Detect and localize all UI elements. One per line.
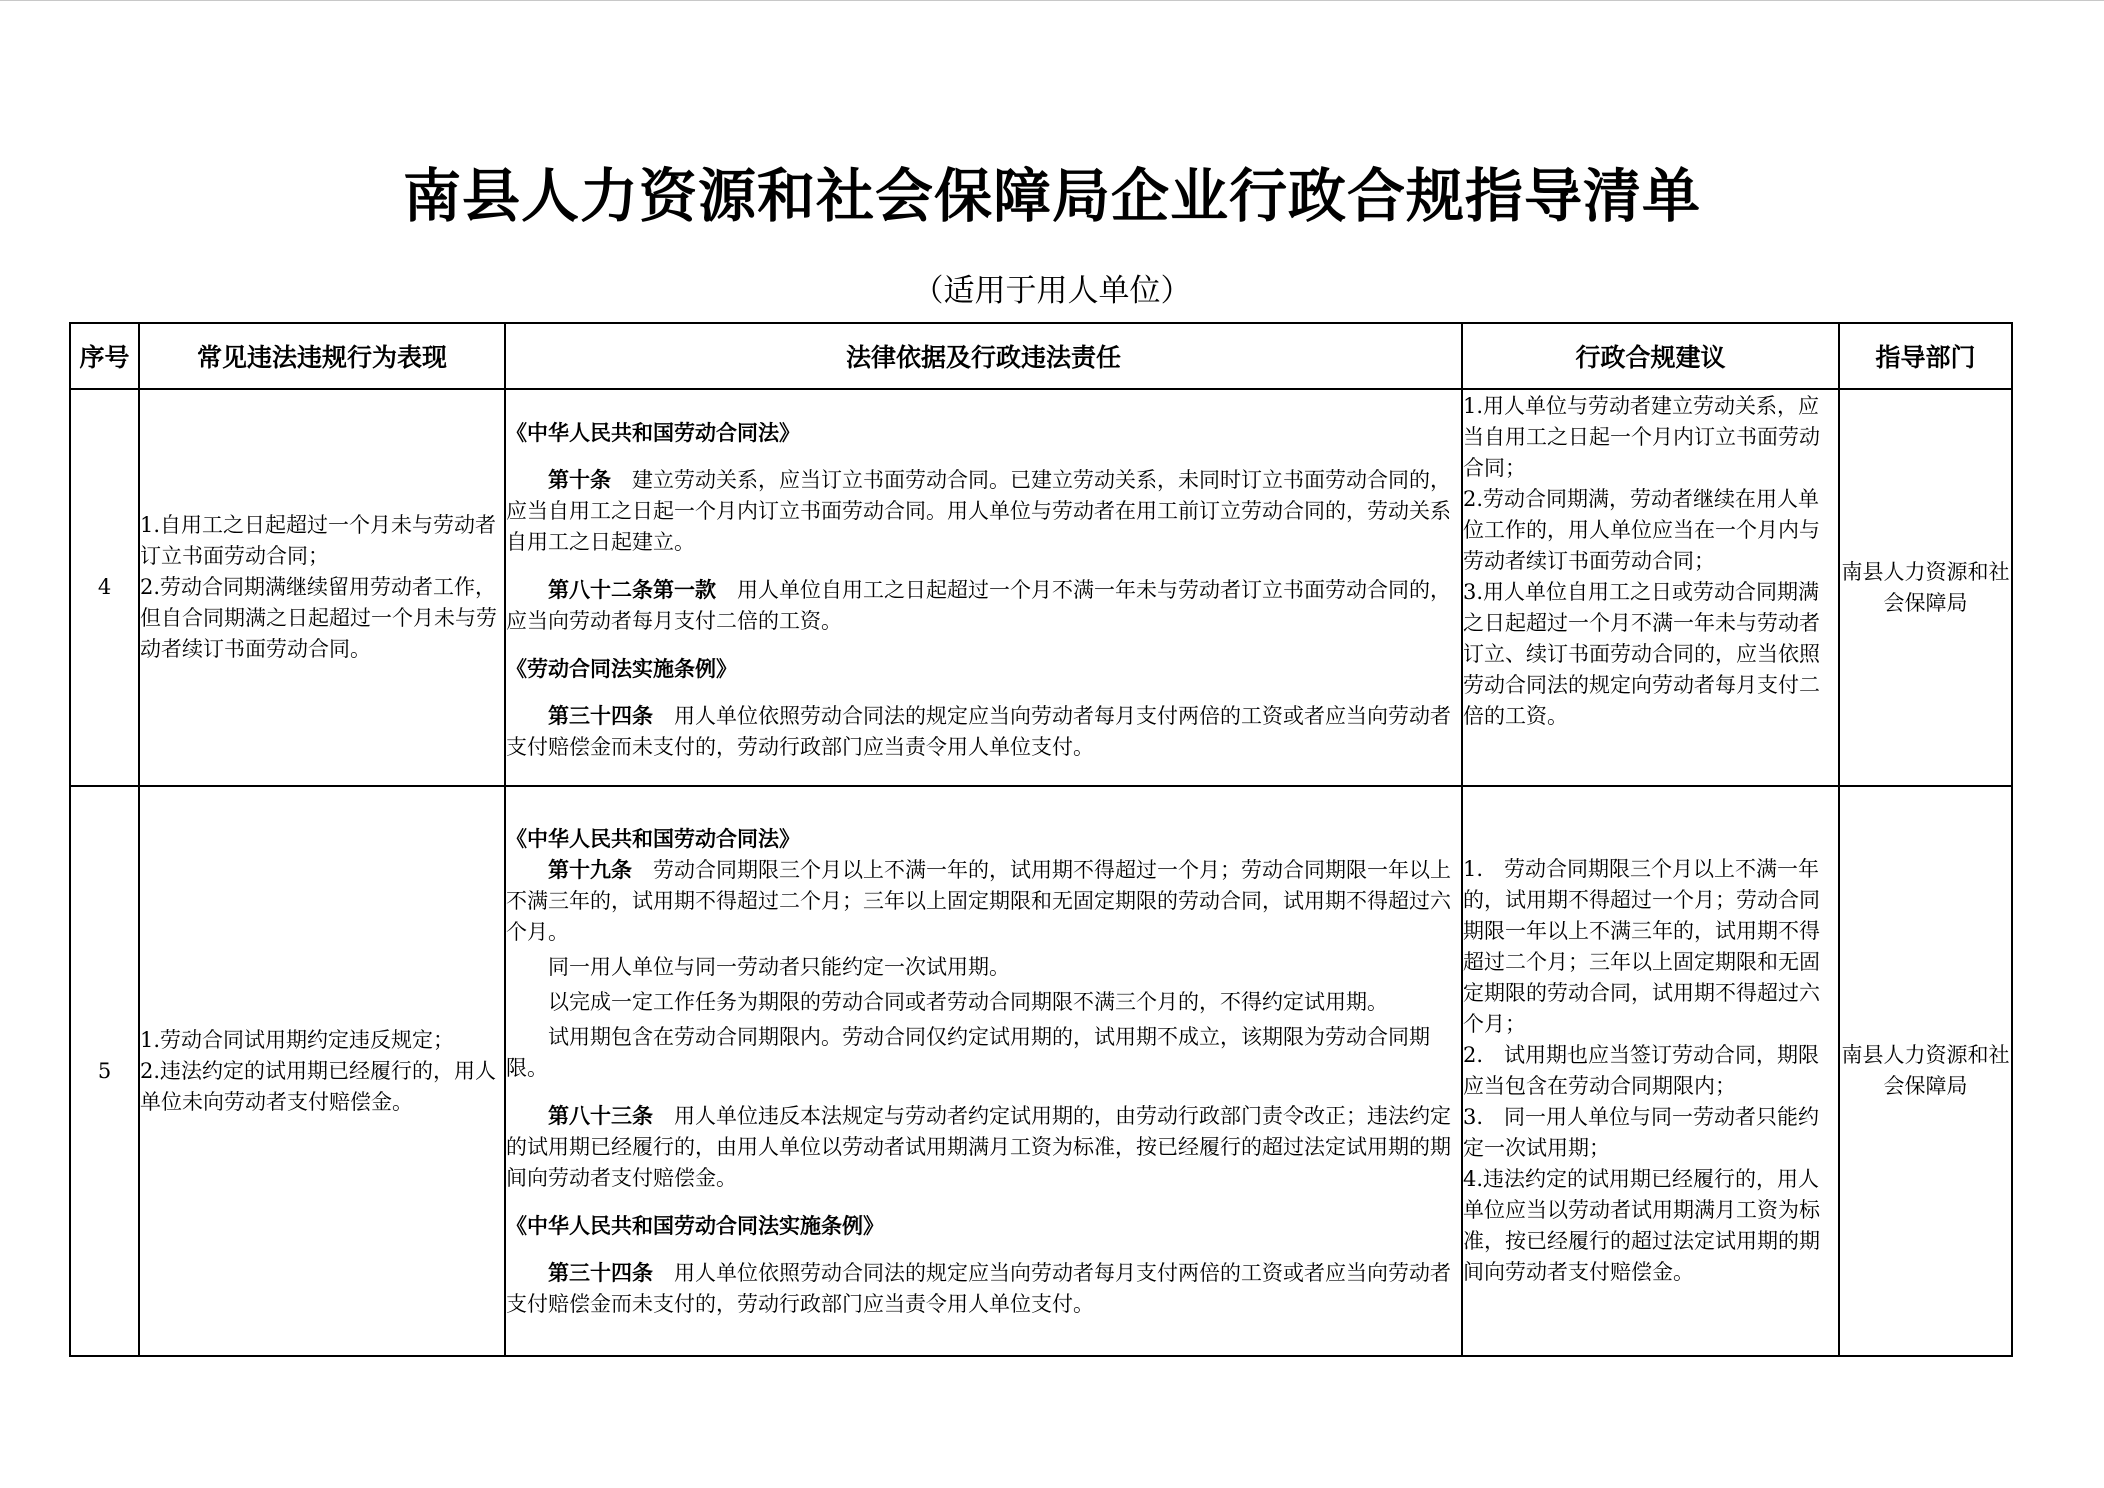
law-article: [506, 1100, 1461, 1194]
advice-item: 2.劳动合同期满，劳动者继续在用人单位工作的，用人单位应当在一个月内与劳动者续订书面劳动合同；: [1463, 486, 1820, 573]
advice-list: [1463, 391, 1838, 785]
legal-basis-cell: [505, 389, 1462, 786]
header-seq: 序号: [70, 323, 139, 389]
article-number: 第十九条: [548, 856, 632, 882]
law-title: 《中华人民共和国劳动合同法实施条例》: [506, 1212, 884, 1238]
advice-item: 3. 同一用人单位与同一劳动者只能约定一次试用期；: [1463, 1105, 1820, 1160]
article-number: 第十条: [548, 466, 611, 492]
compliance-table: [69, 322, 2013, 1357]
advice-item: 2. 试用期也应当签订劳动合同，期限应当包含在劳动合同期限内；: [1463, 1043, 1820, 1098]
page-subtitle: （适用于用人单位）: [912, 273, 1192, 309]
row-seq: 5: [70, 786, 139, 1356]
violation-item: 2.劳动合同期满继续留用劳动者工作，但自合同期满之日起超过一个月未与劳动者续订书面劳动合同。: [140, 575, 497, 661]
violation-cell: [139, 389, 505, 786]
table-header-row: [70, 323, 2012, 389]
top-border-line: [0, 0, 2104, 1]
article-text: 用人单位依照劳动合同法的规定应当向劳动者每月支付两倍的工资或者应当向劳动者支付赔偿金而未支付的，劳动行政部门应当责令用人单位支付。: [506, 703, 1451, 759]
violation-item: 2.违法约定的试用期已经履行的，用人单位未向劳动者支付赔偿金。: [140, 1058, 497, 1114]
article-number: 第三十四条: [548, 702, 653, 728]
dept-cell: 南县人力资源和社会保障局: [1839, 389, 2012, 786]
article-text: 建立劳动关系，应当订立书面劳动合同。已建立劳动关系，未同时订立书面劳动合同的，应当自用工之日起一个月内订立书面劳动合同。用人单位与劳动者在用工前订立劳动合同的，劳动关系自用工之日起建立。: [506, 467, 1451, 554]
article-text: 用人单位违反本法规定与劳动者约定试用期的，由劳动行政部门责令改正；违法约定的试用期已经履行的，由用人单位以劳动者试用期满月工资为标准，按已经履行的超过法定试用期的期间向劳动者支付赔偿金。: [506, 1103, 1451, 1190]
row-seq: 4: [70, 389, 139, 786]
law-paragraph: 同一用人单位与同一劳动者只能约定一次试用期。: [548, 954, 1010, 979]
article-number: 第三十四条: [548, 1259, 653, 1285]
law-title: 《中华人民共和国劳动合同法》: [506, 419, 800, 445]
law-article: [506, 854, 1461, 948]
law-article: [506, 1257, 1461, 1320]
dept-cell: 南县人力资源和社会保障局: [1839, 786, 2012, 1356]
article-text: 用人单位依照劳动合同法的规定应当向劳动者每月支付两倍的工资或者应当向劳动者支付赔偿金而未支付的，劳动行政部门应当责令用人单位支付。: [506, 1260, 1451, 1316]
article-text: 劳动合同期限三个月以上不满一年的，试用期不得超过一个月；劳动合同期限一年以上不满三年的，试用期不得超过二个月；三年以上固定期限和无固定期限的劳动合同，试用期不得超过六个月。: [506, 857, 1451, 944]
violation-item: 1.自用工之日起超过一个月未与劳动者订立书面劳动合同；: [140, 513, 497, 568]
article-number: 第八十二条第一款: [548, 576, 716, 602]
article-number: 第八十三条: [548, 1102, 653, 1128]
page-title: 南县人力资源和社会保障局企业行政合规指导清单: [402, 162, 1701, 230]
law-paragraph: 以完成一定工作任务为期限的劳动合同或者劳动合同期限不满三个月的，不得约定试用期。: [548, 989, 1388, 1014]
header-dept: 指导部门: [1839, 323, 2012, 389]
law-paragraph: 试用期包含在劳动合同期限内。劳动合同仅约定试用期的，试用期不成立，该期限为劳动合同期限。: [506, 1024, 1430, 1080]
advice-item: 3.用人单位自用工之日或劳动合同期满之日起超过一个月不满一年未与劳动者订立、续订书面劳动合同的，应当依照劳动合同法的规定向劳动者每月支付二倍的工资。: [1463, 579, 1820, 728]
violation-cell: [139, 786, 505, 1356]
violation-item: 1.劳动合同试用期约定违反规定；: [140, 1027, 455, 1052]
header-legal: 法律依据及行政违法责任: [505, 323, 1462, 389]
law-article: [506, 700, 1461, 763]
law-title: 《中华人民共和国劳动合同法》: [506, 825, 800, 851]
advice-item: 4.违法约定的试用期已经履行的，用人单位应当以劳动者试用期满月工资为标准，按已经履行的超过法定试用期的期间向劳动者支付赔偿金。: [1463, 1167, 1820, 1284]
law-article: [506, 464, 1461, 558]
article-text: 用人单位自用工之日起超过一个月不满一年未与劳动者订立书面劳动合同的，应当向劳动者每月支付二倍的工资。: [506, 577, 1451, 633]
table-row: [70, 786, 2012, 1356]
law-title: 《劳动合同法实施条例》: [506, 655, 737, 681]
advice-cell: [1462, 786, 1839, 1356]
advice-item: 1. 劳动合同期限三个月以上不满一年的，试用期不得超过一个月；劳动合同期限一年以上不满三年的，试用期不得超过二个月；三年以上固定期限和无固定期限的劳动合同，试用期不得超过六个月；: [1463, 857, 1820, 1036]
advice-cell: [1462, 389, 1839, 786]
table-row: [70, 389, 2012, 786]
legal-basis-cell: [505, 786, 1462, 1356]
law-article: [506, 574, 1461, 637]
header-advice: 行政合规建议: [1462, 323, 1839, 389]
advice-item: 1.用人单位与劳动者建立劳动关系，应当自用工之日起一个月内订立书面劳动合同；: [1463, 393, 1820, 480]
header-violation: 常见违法违规行为表现: [139, 323, 505, 389]
